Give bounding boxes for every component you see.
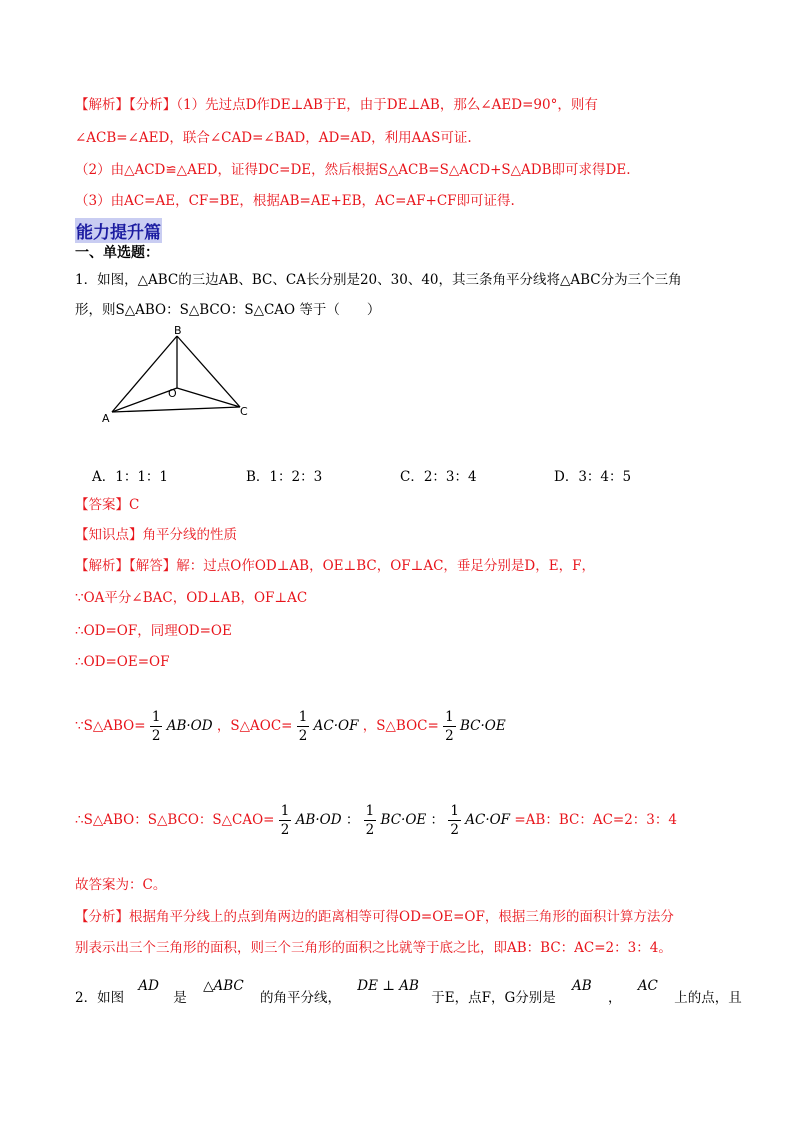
term-bc-oe: BC·OE: [459, 718, 506, 734]
fraction-half: $\frac{1}{2}$: [298, 709, 308, 744]
q2-ad: AD: [138, 978, 159, 994]
q2-comma: ，: [608, 990, 622, 1006]
q2-prefix: 2．如图: [75, 990, 125, 1006]
solution-line-2: ∵OA平分∠BAC，OD⊥AB，OF⊥AC: [75, 590, 308, 606]
q2-ac: AC: [637, 978, 658, 994]
area-formula-line: [75, 706, 506, 746]
analysis-q1-line-2: 别表示出三个三角形的面积，则三个三角形的面积之比就等于底之比，即AB：BC：AC=2：3：4。: [75, 940, 672, 956]
q2-bisector: 的角平分线，: [260, 990, 341, 1006]
area-aoc-label: ，S△AOC=: [216, 718, 293, 734]
analysis-line-1: 【解析】【分析】（1）先过点D作DE⊥AB于E，由于DE⊥AB，那么∠AED=90°，则有: [75, 97, 598, 113]
fraction-half: $\frac{1}{2}$: [280, 803, 290, 838]
option-c: C．2：3：4: [400, 469, 477, 485]
ratio-result: =AB：BC：AC=2：3：4: [514, 812, 677, 828]
knowledge-line: 【知识点】角平分线的性质: [75, 527, 237, 543]
ratio-prefix: ∴S△ABO：S△BCO：S△CAO=: [75, 812, 275, 828]
ratio-formula-line: [75, 800, 677, 840]
analysis-q1-line-1: 【分析】根据角平分线上的点到角两边的距离相等可得OD=OE=OF，根据三角形的面积计算方法分: [75, 909, 674, 925]
q2-line-1: [75, 978, 742, 1018]
option-a: A．1：1：1: [92, 469, 169, 485]
term-ab-od: AB·OD: [295, 812, 342, 828]
term-bc-oe: BC·OE: [380, 812, 427, 828]
term-ab-od: AB·OD: [166, 718, 213, 734]
ratio-separator: ：: [345, 812, 360, 828]
area-abo-label: ∵S△ABO=: [75, 718, 146, 734]
area-boc-label: ，S△BOC=: [362, 718, 439, 734]
q1-line-1: 1．如图，△ABC的三边AB、BC、CA长分别是20、30、40，其三条角平分线将△ABC分为三个三角: [75, 272, 682, 288]
answer-line: 【答案】C: [75, 497, 140, 513]
vertex-label-c: C: [240, 405, 248, 418]
fraction-half: $\frac{1}{2}$: [445, 709, 454, 744]
fraction-half: $\frac{1}{2}$: [365, 803, 375, 838]
solution-line-1: 【解析】【解答】解：过点O作OD⊥AB，OE⊥BC，OF⊥AC，垂足分别是D，E，F，: [75, 558, 595, 574]
analysis-line-3: （2）由△ACD≌△AED，证得DC=DE，然后根据S△ACB=S△ACD+S△ADB即可求得DE.: [75, 162, 631, 178]
result-line: 故答案为：C。: [75, 877, 167, 893]
q2-end: 上的点，且: [674, 990, 742, 1006]
q2-triangle: △ABC: [203, 978, 244, 994]
fraction-half: $\frac{1}{2}$: [151, 709, 161, 744]
term-ac-of: AC·OF: [313, 718, 359, 734]
section-title: 能力提升篇: [75, 218, 162, 243]
vertex-label-b: B: [174, 324, 182, 337]
q1-line-2: 形，则S△ABO：S△BCO：S△CAO 等于（ ）: [75, 302, 381, 318]
option-b: B．1：2：3: [246, 469, 323, 485]
analysis-line-4: （3）由AC=AE，CF=BE，根据AB=AE+EB，AC=AF+CF即可证得.: [75, 193, 515, 209]
q2-is: 是: [173, 990, 187, 1006]
q2-de-perp: DE ⊥ AB: [357, 978, 419, 994]
term-ac-of: AC·OF: [465, 812, 511, 828]
q2-ab: AB: [572, 978, 592, 994]
q2-mid: 于E，点F，G分别是: [431, 990, 556, 1006]
vertex-label-o: O: [168, 387, 177, 400]
solution-line-4: ∴OD=OE=OF: [75, 654, 170, 670]
analysis-line-2: ∠ACB=∠AED，联合∠CAD=∠BAD，AD=AD，利用AAS可证.: [75, 130, 472, 146]
option-d: D．3：4：5: [554, 469, 632, 485]
ratio-separator: ：: [430, 812, 445, 828]
fraction-half: $\frac{1}{2}$: [450, 803, 459, 838]
solution-line-3: ∴OD=OF，同理OD=OE: [75, 623, 232, 639]
vertex-label-a: A: [102, 412, 110, 425]
triangle-figure: [95, 322, 265, 427]
subsection-title: 一、单选题：: [75, 245, 159, 261]
